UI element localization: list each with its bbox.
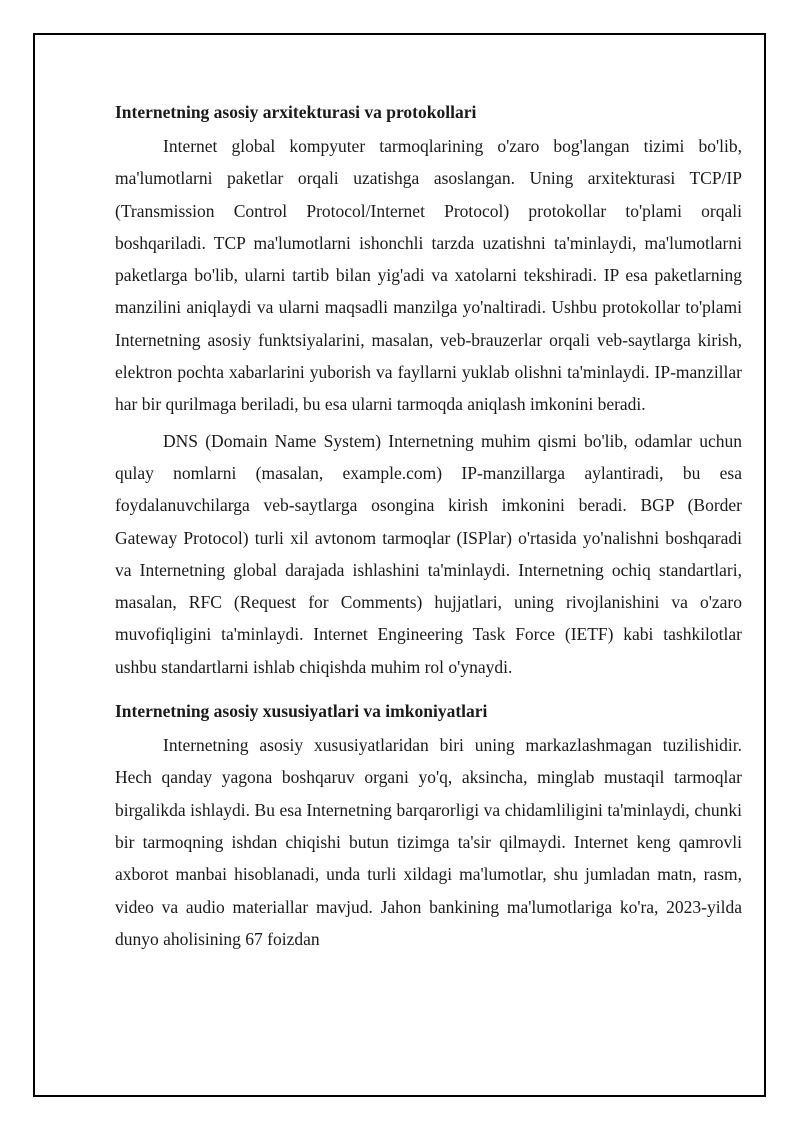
paragraph: Internet global kompyuter tarmoqlarining o'zaro bog'langan tizimi bo'lib, ma'lumotlarni paketlar orqali uzatishga asoslangan. Uning arxitekturasi TCP/IP (Transmission Control Protocol/Internet Protocol) protokollar to'plami orqali boshqariladi. TCP ma'lumotlarni ishonchli tarzda uzatishni ta'minlaydi, ma'lumotlarni paketlarga bo'lib, ularni tartib bilan yig'adi va xatolarni tekshiradi. IP esa paketlarning manzilini aniqlaydi va ularni maqsadli manzilga yo'naltiradi. Ushbu protokollar to'plami Internetning asosiy funktsiyalarini, masalan, veb-brauzerlar orqali veb-saytlarga kirish, elektron pochta xabarlarini yuborish va fayllarni yuklab olishni ta'minlaydi. IP-manzillar har bir qurilmaga beriladi, bu esa ularni tarmoqda aniqlash imkonini beradi.: [115, 136, 742, 415]
document-body: [115, 98, 742, 959]
section-features: [115, 697, 742, 955]
paragraph: Internetning asosiy xususiyatlaridan biri uning markazlashmagan tuzilishidir. Hech qanday yagona boshqaruv organi yo'q, aksincha, minglab mustaqil tarmoqlar birgalikda ishlaydi. Bu esa Internetning barqarorligi va chidamliligini ta'minlaydi, chunki bir tarmoqning ishdan chiqishi butun tizimga ta'sir qilmaydi. Internet keng qamrovli axborot manbai hisoblanadi, unda turli xildagi ma'lumotlar, shu jumladan matn, rasm, video va audio materiallar mavjud. Jahon bankining ma'lumotlariga ko'ra, 2023-yilda dunyo aholisining 67 foizdan: [115, 735, 742, 949]
paragraph: DNS (Domain Name System) Internetning muhim qismi bo'lib, odamlar uchun qulay nomlarni (masalan, example.com) IP-manzillarga aylantiradi, bu esa foydalanuvchilarga veb-saytlarga osongina kirish imkonini beradi. BGP (Border Gateway Protocol) turli xil avtonom tarmoqlar (ISPlar) o'rtasida yo'nalishni boshqaradi va Internetning global darajada ishlashini ta'minlaydi. Internetning ochiq standartlari, masalan, RFC (Request for Comments) hujjatlari, uning rivojlanishini va o'zaro muvofiqligini ta'minlaydi. Internet Engineering Task Force (IETF) kabi tashkilotlar ushbu standartlarni ishlab chiqishda muhim rol o'ynaydi.: [115, 430, 742, 677]
section-heading: Internetning asosiy xususiyatlari va imkoniyatlari: [115, 701, 488, 722]
section-heading: Internetning asosiy arxitekturasi va protokollari: [115, 102, 477, 122]
section-architecture: [115, 98, 742, 683]
